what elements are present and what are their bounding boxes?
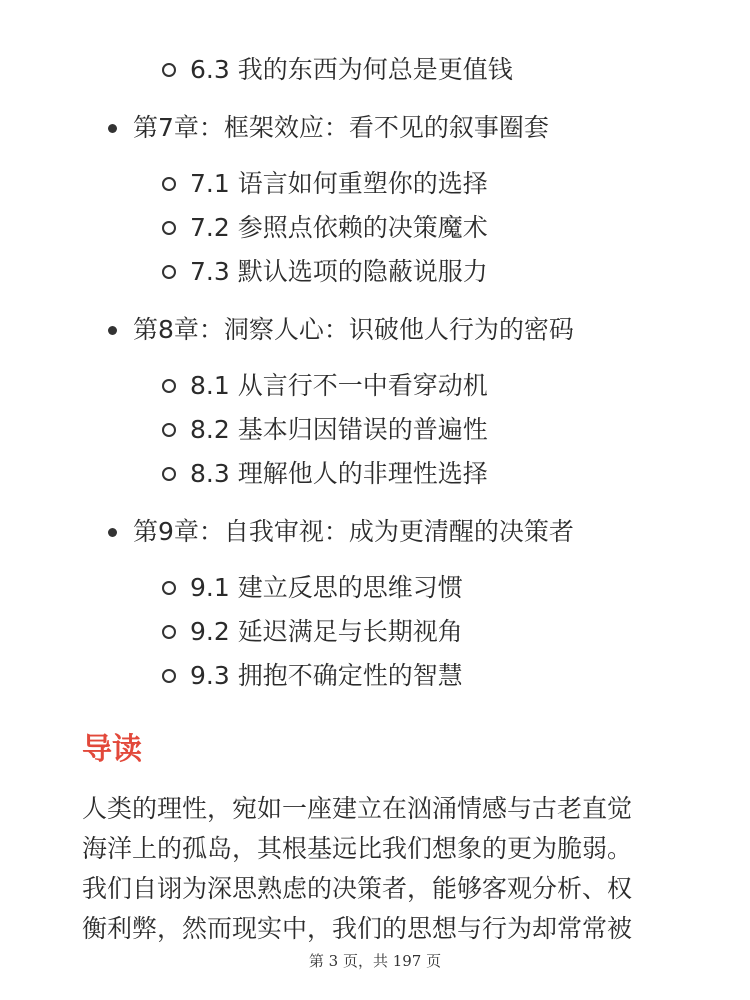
solid-bullet-icon [108, 124, 117, 133]
toc-subitem[interactable] [162, 366, 488, 406]
toc-chapter[interactable] [108, 108, 549, 148]
toc-subitem[interactable] [162, 568, 463, 608]
toc-subitem-label: 9.1 建立反思的思维习惯 [190, 573, 463, 602]
hollow-bullet-icon [162, 177, 176, 191]
toc-chapter-label: 第8章：洞察人心：识破他人行为的密码 [133, 315, 574, 344]
hollow-bullet-icon [162, 423, 176, 437]
section-heading: 导读 [82, 732, 142, 767]
toc-subitem[interactable] [162, 50, 513, 90]
toc-subitem-label: 8.2 基本归因错误的普遍性 [190, 415, 488, 444]
hollow-bullet-icon [162, 265, 176, 279]
toc-subitem[interactable] [162, 612, 463, 652]
toc-subitem-label: 6.3 我的东西为何总是更值钱 [190, 55, 513, 84]
toc-subitem-label: 7.2 参照点依赖的决策魔术 [190, 213, 488, 242]
toc-subitem[interactable] [162, 164, 488, 204]
toc-chapter[interactable] [108, 512, 574, 552]
toc-subitem[interactable] [162, 656, 463, 696]
page-number: 第 3 页，共 197 页 [308, 952, 442, 970]
toc-subitem-label: 8.1 从言行不一中看穿动机 [190, 371, 488, 400]
body-paragraph [82, 789, 682, 949]
hollow-bullet-icon [162, 221, 176, 235]
hollow-bullet-icon [162, 625, 176, 639]
toc-subitem-label: 7.1 语言如何重塑你的选择 [190, 169, 488, 198]
toc-subitem-label: 8.3 理解他人的非理性选择 [190, 459, 488, 488]
paragraph-line: 我们自诩为深思熟虑的决策者，能够客观分析、权 [82, 874, 633, 903]
toc-subitem[interactable] [162, 410, 488, 450]
hollow-bullet-icon [162, 669, 176, 683]
toc-chapter-label: 第9章：自我审视：成为更清醒的决策者 [133, 517, 574, 546]
paragraph-line: 人类的理性，宛如一座建立在汹涌情感与古老直觉 [82, 794, 633, 823]
hollow-bullet-icon [162, 379, 176, 393]
toc-chapter-label: 第7章：框架效应：看不见的叙事圈套 [133, 113, 549, 142]
toc-subitem-label: 9.3 拥抱不确定性的智慧 [190, 661, 463, 690]
toc-chapter[interactable] [108, 310, 574, 350]
hollow-bullet-icon [162, 581, 176, 595]
solid-bullet-icon [108, 528, 117, 537]
toc-subitem-label: 7.3 默认选项的隐蔽说服力 [190, 257, 488, 286]
toc-subitem[interactable] [162, 252, 488, 292]
paragraph-line: 海洋上的孤岛，其根基远比我们想象的更为脆弱。 [82, 834, 633, 863]
toc-subitem[interactable] [162, 454, 488, 494]
solid-bullet-icon [108, 326, 117, 335]
toc-subitem-label: 9.2 延迟满足与长期视角 [190, 617, 463, 646]
hollow-bullet-icon [162, 467, 176, 481]
paragraph-line: 衡利弊，然而现实中，我们的思想与行为却常常被 [82, 914, 633, 943]
hollow-bullet-icon [162, 63, 176, 77]
toc-subitem[interactable] [162, 208, 488, 248]
